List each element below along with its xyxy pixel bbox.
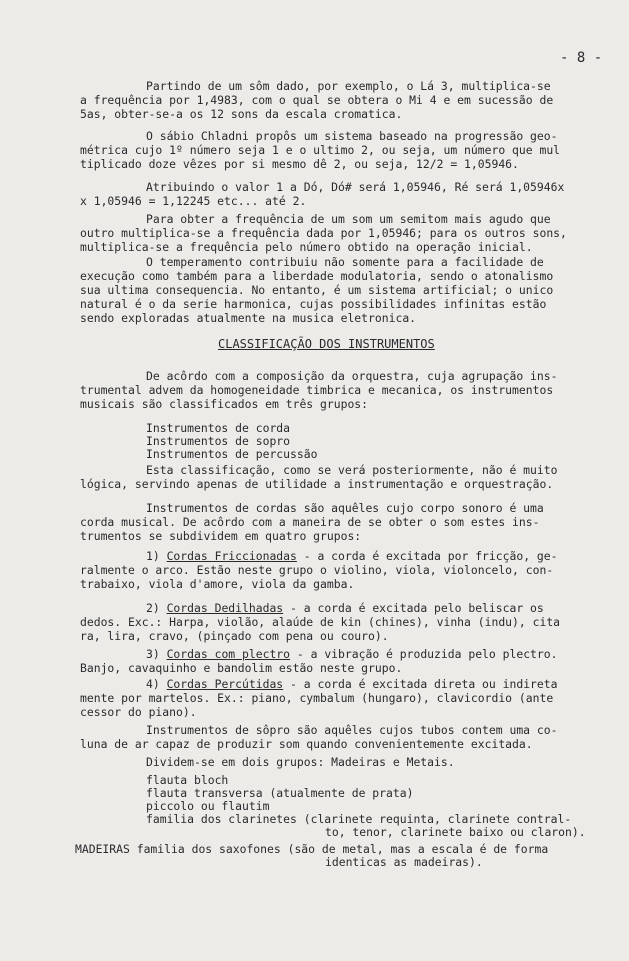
text-line: lógica, servindo apenas de utilidade a instrumentação e orquestração. [80,477,554,491]
text-line: trumentos se subdividem em quatro grupos: [80,529,362,543]
text-line: identicas as madeiras). [325,855,483,869]
text-line: musicais são classificados em três grupos: [80,397,369,411]
text-line: execução como também para a liberdade modulatoria, sendo o atonalismo [80,269,554,283]
text-line: Dividem-se em dois grupos: Madeiras e Metais. [146,755,455,769]
text-line: 1) Cordas Friccionadas - a corda é excitada por fricção, ge- [146,549,558,563]
page-number: - 8 - [560,50,603,66]
text-line: 4) Cordas Percútidas - a corda é excitada direta ou indireta [146,677,558,691]
text-line: to, tenor, clarinete baixo ou claron). [325,825,586,839]
text-line: tiplicado doze vêzes por si mesmo dê 2, ou seja, 12/2 = 1,05946. [80,157,519,171]
text-line: mente por martelos. Ex.: piano, cymbalum (hungaro), clavicordio (ante [80,691,554,705]
text-line: ra, lira, cravo, (pinçado com pena ou couro). [80,629,389,643]
text-line: Instrumentos de cordas são aquêles cujo corpo sonoro é uma [146,501,544,515]
text-line: flauta bloch [146,773,229,787]
text-line: De acôrdo com a composição da orquestra, cuja agrupação ins- [146,369,558,383]
text-line: multiplica-se a frequência pelo número obtido na operação inicial. [80,240,533,254]
text-line: Banjo, cavaquinho e bandolim estão neste grupo. [80,661,403,675]
text-line: dedos. Exc.: Harpa, violão, alaúde de kin (chines), vinha (indu), cita [80,615,561,629]
text-line: ralmente o arco. Estão neste grupo o violino, viola, violoncelo, con- [80,563,554,577]
text-line: flauta transversa (atualmente de prata) [146,786,414,800]
text-line: Atribuindo o valor 1 a Dó, Dó# será 1,05946, Ré será 1,05946x [146,180,565,194]
text-line: familia dos clarinetes (clarinete requinta, clarinete contral- [146,812,572,826]
text-line: sua ultima consequencia. No entanto, é um sistema artificial; o unico [80,283,554,297]
text-line: trumental advem da homogeneidade timbrica e mecanica, os instrumentos [80,383,554,397]
text-line: natural é o da serie harmonica, cujas possibilidades infinitas estão [80,297,547,311]
text-line: 3) Cordas com plectro - a vibração é produzida pelo plectro. [146,647,558,661]
text-line: Instrumentos de sopro [146,434,291,448]
text-line: Instrumentos de sôpro são aquêles cujos tubos contem uma co- [146,723,558,737]
text-line: Esta classificação, como se verá posteriormente, não é muito [146,463,558,477]
text-line: Para obter a frequência de um som um semitom mais agudo que [146,212,551,226]
text-line: Partindo de um sôm dado, por exemplo, o Lá 3, multiplica-se [146,79,551,93]
text-line: 5as, obter-se-a os 12 sons da escala cromatica. [80,107,403,121]
text-line: MADEIRAS familia dos saxofones (são de metal, mas a escala é de forma [75,842,549,856]
text-line: O temperamento contribuiu não somente para a facilidade de [146,255,544,269]
text-line: 2) Cordas Dedilhadas - a corda é excitada pelo beliscar os [146,601,544,615]
text-line: Instrumentos de corda [146,421,291,435]
text-line: cessor do piano). [80,705,197,719]
text-line: corda musical. De acôrdo com a maneira de se obter o som estes ins- [80,515,540,529]
text-line: outro multiplica-se a frequência dada por 1,05946; para os outros sons, [80,226,567,240]
text-line: sendo exploradas atualmente na musica eletronica. [80,311,417,325]
text-line: Instrumentos de percussão [146,447,318,461]
text-line: trabaixo, viola d'amore, viola da gamba. [80,577,355,591]
text-line: luna de ar capaz de produzir som quando convenientemente excitada. [80,737,533,751]
text-line: x 1,05946 = 1,12245 etc... até 2. [80,194,307,208]
text-line: a frequência por 1,4983, com o qual se obtera o Mi 4 e em sucessão de [80,93,554,107]
text-line: piccolo ou flautim [146,799,270,813]
text-line: O sábio Chladni propôs um sistema baseado na progressão geo- [146,129,558,143]
section-heading: CLASSIFICAÇÃO DOS INSTRUMENTOS [218,337,435,351]
text-line: métrica cujo 1º número seja 1 e o ultimo 2, ou seja, um número que mul [80,143,561,157]
